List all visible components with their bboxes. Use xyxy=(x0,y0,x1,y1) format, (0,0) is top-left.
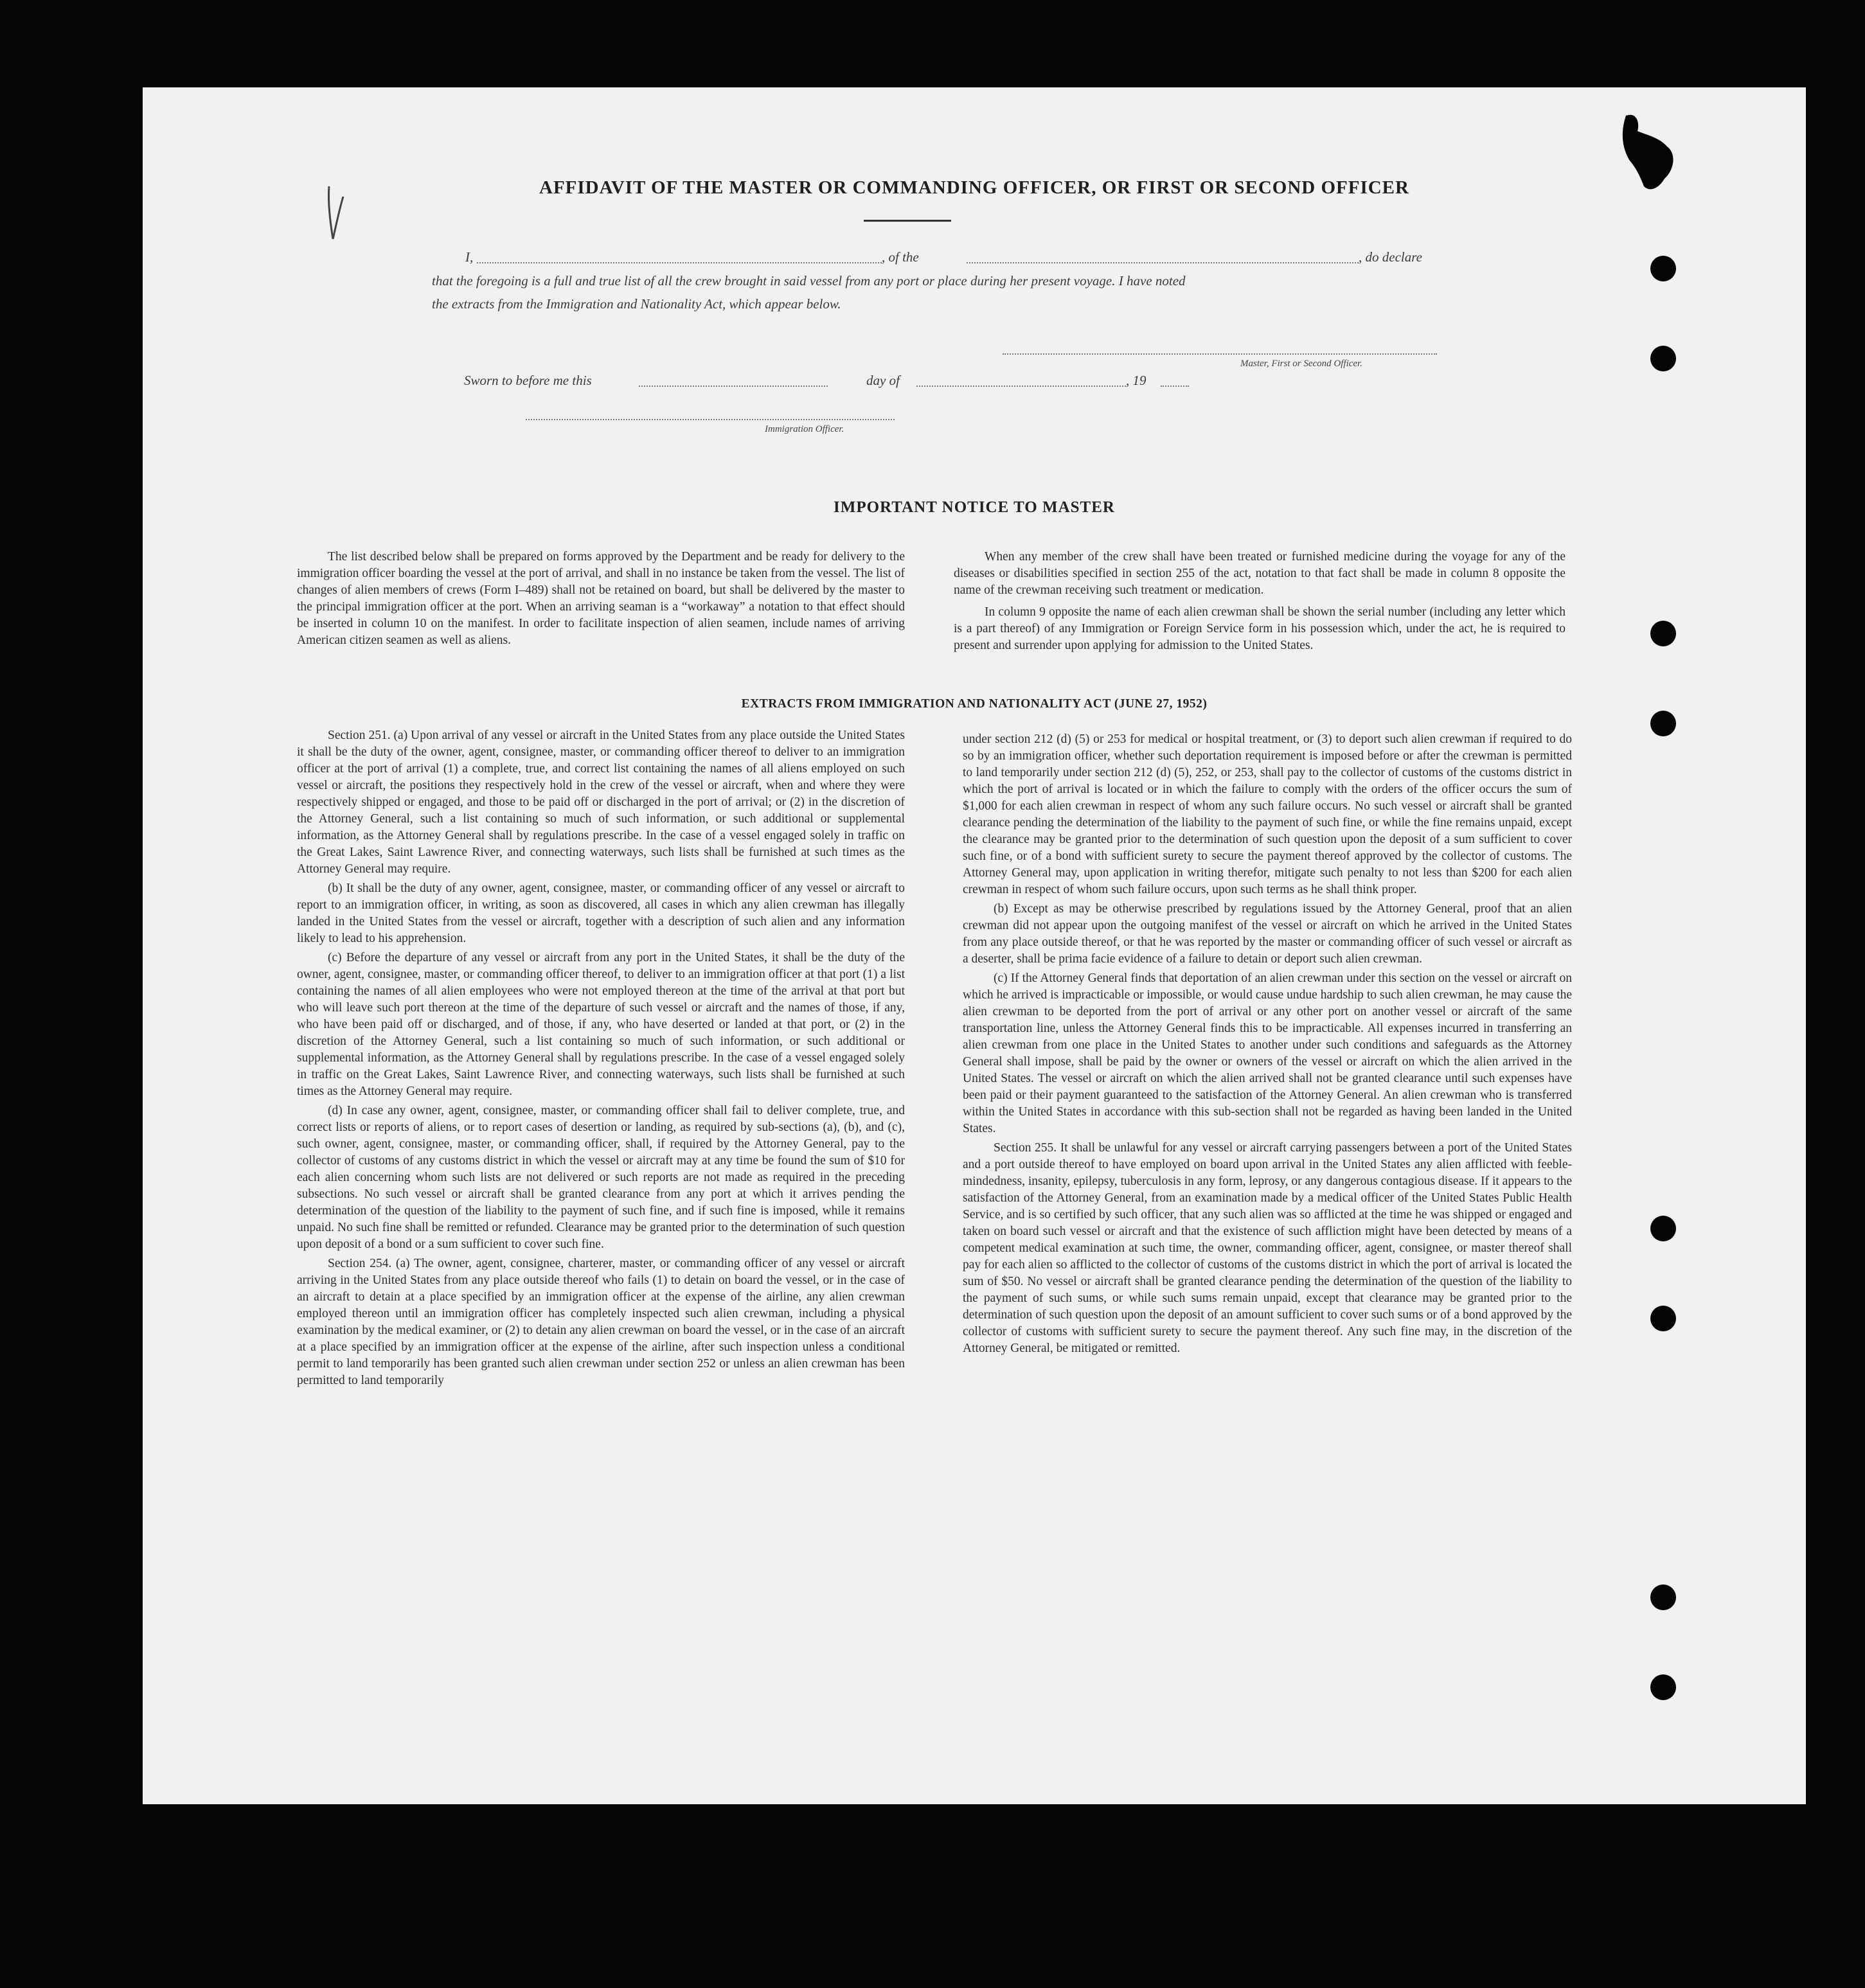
binder-hole xyxy=(1650,1216,1676,1241)
binder-hole xyxy=(1650,1306,1676,1331)
extracts-title: EXTRACTS FROM IMMIGRATION AND NATIONALITY ACT (JUNE 27, 1952) xyxy=(741,697,1208,711)
binder-hole xyxy=(1650,621,1676,646)
declaration-do-declare: , do declare xyxy=(1359,249,1422,265)
notice-left-column xyxy=(297,549,905,649)
officer-signature-line[interactable] xyxy=(526,419,895,420)
torn-corner xyxy=(1614,109,1691,199)
section-254-c: (c) If the Attorney General finds that deportation of an alien crewman under this section on the vessel or aircraft on which he arrived is impracticable or impossible, or would cause undue hardship to such alien crewman, he may cause the alien crewman to be deported from the port of arrival or any other port on another vessel or aircraft of the same transportation line, unless the Attorney General finds this to be impracticable. All expenses incurred in transferring an alien crewman from one place in the United States to another under such conditions and safeguards as the Attorney General shall impose, shall be paid by the owner or owners of the vessel or aircraft on which the alien arrived in the United States. The vessel or aircraft on which the alien arrived shall not be granted clearance until such expenses have been paid or their payment guaranteed to the satisfaction of the Attorney General. An alien crewman who is transferred within the United States in accordance with this sub-section shall not be regarded as having been landed in the United States. xyxy=(963,972,1572,1135)
notice-right-paragraph-2: In column 9 opposite the name of each alien crewman shall be shown the serial number (including any letter which is a part thereof) of any Immigration or Foreign Service form in his possession which, under the act, he is required to present and surrender upon applying for admission to the United States. xyxy=(954,605,1566,652)
officer-caption: Immigration Officer. xyxy=(765,424,844,434)
binder-hole xyxy=(1650,1584,1676,1610)
section-251-d: (d) In case any owner, agent, consignee, master, or commanding officer shall fail to deliver complete, true, and correct lists or reports of aliens, or to report cases of desertion or landing, as required by sub-sections (a), (b), and (c), such owner, agent, consignee, master, or commanding officer, shall, if required by the Attorney General, pay to the collector of customs of any customs district in which the vessel or aircraft may at any time be found the sum of $10 for each alien concerning whom such lists are not delivered or such reports are not made as required in the preceding subsections. No such vessel or aircraft shall be granted clearance from any port at which it arrives pending the determination of the question of the liability to the payment of such fine, and if such fine is imposed, while it remains unpaid. No such fine shall be remitted or refunded. Clearance may be granted prior to the determination of such question upon deposit of a bond or a sum sufficient to cover such fine. xyxy=(297,1104,905,1251)
section-255: Section 255. It shall be unlawful for any vessel or aircraft carrying passengers between a port of the United States and a port outside thereof to have employed on board upon arrival in the United States any alien afflicted with feeble-mindedness, insanity, epilepsy, tuberculosis in any form, leprosy, or any dangerous contagious disease. If it appears to the satisfaction of the Attorney General, from an examination made by a medical officer of the United States Public Health Service, and is so certified by such officer, that any such alien was so afflicted at the time he was shipped or engaged and taken on board such vessel or aircraft and that the existence of such affliction might have been detected by means of a competent medical examination at such time, the owner, commanding officer, agent, consignee, or master thereof shall pay for each alien so afflicted to the collector of customs of the customs district in which the port of arrival is located the sum of $50. No vessel or aircraft shall be granted clearance pending the determination of the question of the liability to the payment of such sums, or while such sums remain unpaid, except that clearance may be granted prior to the determination of such question upon the deposit of an amount sufficient to cover such sums or of a bond approved by the collector of customs with sufficient surety to secure the payment thereof. Any such fine may, in the discretion of the Attorney General, be mitigated or remitted. xyxy=(963,1141,1572,1355)
notice-title: IMPORTANT NOTICE TO MASTER xyxy=(834,499,1115,516)
section-251-a: Section 251. (a) Upon arrival of any vessel or aircraft in the United States from any place outside the United States it shall be the duty of the owner, agent, consignee, master, or commanding officer thereof to deliver to an immigration officer at the port of arrival (1) a complete, true, and correct list containing the names of all aliens employed on such vessel or aircraft, the positions they respectively hold in the crew of the vessel or aircraft, when and where they were respectively shipped or engaged, and those to be paid off or discharged in the port of arrival; or (2) in the discretion of the Attorney General, such a list containing so much of such information, or such additional or supplemental information, as the Attorney General shall by regulations prescribe. In the case of a vessel engaged solely in traffic on the Great Lakes, Saint Lawrence River, and connecting waterways, such lists shall be furnished at such times as the Attorney General may require. xyxy=(297,729,905,876)
notice-right-paragraph-1: When any member of the crew shall have been treated or furnished medicine during the voyage for any of the diseases or disabilities specified in section 255 of the act, notation to that fact shall be made in column 8 opposite the name of the crewman receiving such treatment or medication. xyxy=(954,550,1566,597)
notice-left-paragraph: The list described below shall be prepared on forms approved by the Department and be ready for delivery to the immigration officer boarding the vessel at the port of arrival, and shall in no instance be taken from the vessel. The list of changes of alien members of crews (Form I–489) shall not be retained on board, but shall be delivered by the master to the principal immigration officer at the port. When an arriving seaman is a “workaway” a notation to that effect should be inserted in column 10 on the manifest. In order to facilitate inspection of alien seamen, include names of arriving American citizen seamen as well as aliens. xyxy=(297,550,905,647)
document-page xyxy=(143,87,1806,1804)
declaration-line-3: the extracts from the Immigration and Nationality Act, which appear below. xyxy=(432,296,841,312)
section-251-c: (c) Before the departure of any vessel or aircraft from any port in the United States, it shall be the duty of the owner, agent, consignee, master, or commanding officer thereof, to deliver to an immigration officer at that port (1) a list containing the names of all alien employees who were not employed thereon at the time of the arrival at that port but who will leave such port thereon at the time of the departure of such vessel or aircraft and the names of those, if any, who have been paid off or discharged, and of those, if any, who have deserted or landed at that port, or (2) in the discretion of the Attorney General, such a list containing so much of such information, or such additional or supplemental information, as the Attorney General shall by regulations prescribe. In the case of a vessel engaged solely in traffic on the Great Lakes, Saint Lawrence River, and connecting waterways, such lists shall be furnished at such times as the Attorney General may require. xyxy=(297,951,905,1098)
section-251-b: (b) It shall be the duty of any owner, agent, consignee, master, or commanding officer of any vessel or aircraft to report to an immigration officer, in writing, as soon as discovered, all cases in which any alien crewman has illegally landed in the United States from the vessel or aircraft, together with a description of such alien and any information likely to lead to his apprehension. xyxy=(297,882,905,945)
sworn-date-field[interactable] xyxy=(639,386,828,387)
master-caption: Master, First or Second Officer. xyxy=(1240,359,1362,369)
extracts-left-column xyxy=(297,727,905,1389)
binder-hole xyxy=(1650,256,1676,281)
sworn-text: Sworn to before me this xyxy=(464,373,592,388)
sworn-year-field[interactable] xyxy=(1161,386,1189,387)
sworn-month-field[interactable] xyxy=(916,386,1126,387)
section-254-a: Section 254. (a) The owner, agent, consignee, charterer, master, or commanding officer of any vessel or aircraft arriving in the United States from any place outside thereof who fails (1) to detain on board the vessel, or in the case of an aircraft to detain at a place specified by an immigration officer at the expense of the airline, any alien crewman employed thereon until an immigration officer has completely inspected such alien crewman, including a physical examination by the medical examiner, or (2) to detain any alien crewman on board the vessel, or in the case of an aircraft at a place specified by an immigration officer at the expense of the airline, after such inspection unless a conditional permit to land temporarily has been granted such alien crewman under section 252 or unless an alien crewman has been permitted to land temporarily xyxy=(297,1257,905,1387)
section-254-b: (b) Except as may be otherwise prescribed by regulations issued by the Attorney General, proof that an alien crewman did not appear upon the outgoing manifest of the vessel or aircraft on which he arrived in the United States from any place outside thereof, or that he was reported by the master or commanding officer of such vessel or aircraft as a deserter, shall be prima facie evidence of a failure to detain or deport such alien crewman. xyxy=(963,902,1572,966)
declaration-line-2: that the foregoing is a full and true list of all the crew brought in said vessel from any port or place during her present voyage. I have noted xyxy=(432,273,1186,288)
title-rule xyxy=(864,220,951,222)
year-text: , 19 xyxy=(1126,373,1147,388)
master-signature-line[interactable] xyxy=(1003,353,1437,355)
affidavit-title: AFFIDAVIT OF THE MASTER OR COMMANDING OFFICER, OR FIRST OR SECOND OFFICER xyxy=(539,177,1409,198)
notice-right-column xyxy=(954,549,1566,654)
binder-hole xyxy=(1650,346,1676,371)
binder-hole xyxy=(1650,1674,1676,1700)
name-field[interactable] xyxy=(477,262,882,263)
binder-hole xyxy=(1650,711,1676,736)
declaration-of-the: , of the xyxy=(882,249,919,265)
vessel-field[interactable] xyxy=(967,262,1359,263)
extracts-right-column xyxy=(963,731,1572,1357)
declaration-prefix: I, xyxy=(465,249,474,265)
section-254-a-continued: under section 212 (d) (5) or 253 for medical or hospital treatment, or (3) to deport such alien crewman if required to do so by an immigration officer, whether such deportation requirement is imposed before or after the crewman is permitted to land temporarily under section 212 (d) (5), 252, or 253, shall pay to the collector of customs of the customs district in which the port of arrival is located or in which the failure to comply with the orders of the officer occurs the sum of $1,000 for each alien crewman in respect of whom any such failure occurs. No such vessel or aircraft shall be granted clearance pending the determination of the liability to the payment of such fine, or while the fine remains unpaid, except the clearance may be granted prior to the determination of such question upon the deposit of a sum sufficient to cover such fine, or of a bond with sufficient surety to secure the payment thereof approved by the collector of customs. The Attorney General may, upon application in writing therefor, mitigate such penalty to not less than $200 for each alien crewman in respect of whom such failure occurs, upon such terms as he shall think proper. xyxy=(963,732,1572,896)
day-of-text: day of xyxy=(866,373,900,388)
